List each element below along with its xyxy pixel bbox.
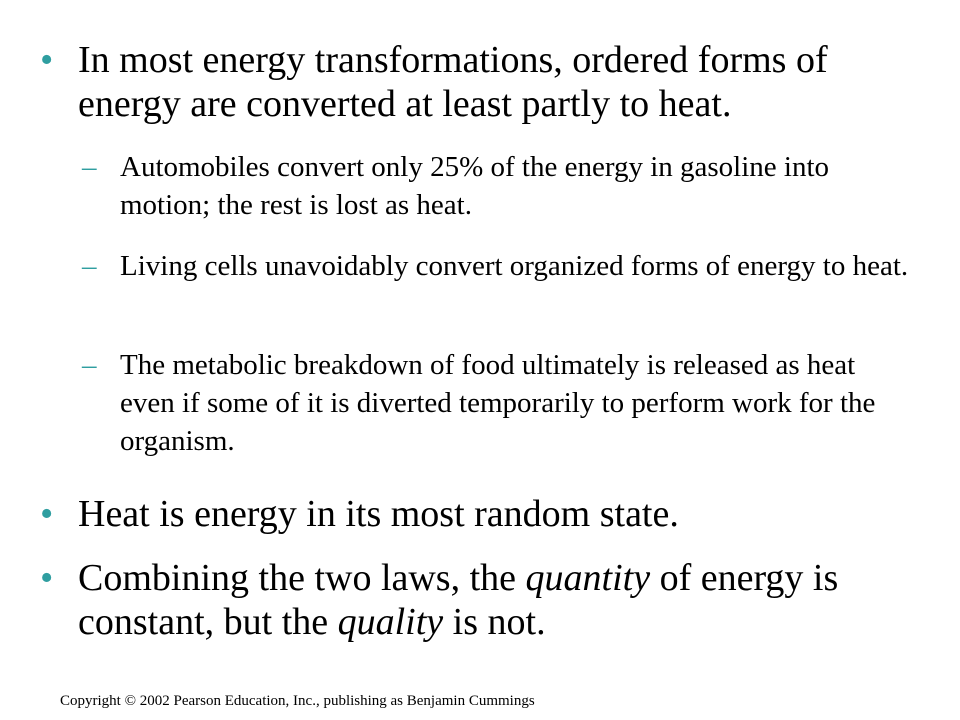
copyright-notice: Copyright © 2002 Pearson Education, Inc., publishing as Benjamin Cummings — [60, 693, 535, 709]
bullet-3-quality-word: quality — [337, 601, 444, 643]
bullet-2-row — [36, 492, 916, 536]
sub-bullet-2-text: Living cells unavoidably convert organized forms of energy to heat. — [120, 250, 909, 282]
bullet-3-text-a: Combining the two laws, the — [78, 557, 526, 599]
bullet-1-row — [36, 38, 916, 126]
bullet-dot-icon: • — [40, 557, 54, 599]
bullet-2 — [36, 492, 916, 536]
bullet-dot-icon: • — [40, 493, 54, 535]
bullet-3-text — [78, 557, 838, 643]
sub-bullet-2 — [36, 247, 916, 285]
sub-bullet-2-row — [36, 247, 916, 285]
sub-bullet-1 — [36, 148, 916, 224]
bullet-1-text: In most energy transformations, ordered forms of energy are converted at least partly to heat. — [78, 39, 828, 125]
sub-bullet-3-row — [36, 346, 916, 460]
bullet-1 — [36, 38, 916, 126]
bullet-3-text-c: of energy is constant, but the — [78, 557, 839, 643]
dash-icon: – — [82, 151, 97, 183]
dash-icon: – — [82, 349, 97, 381]
bullet-3-quantity-word: quantity — [525, 557, 651, 599]
sub-bullet-3-text: The metabolic breakdown of food ultimately is released as heat even if some of it is diverted temporarily to perform work for the organism. — [120, 349, 876, 457]
bullet-2-text: Heat is energy in its most random state. — [78, 493, 679, 535]
sub-bullet-1-row — [36, 148, 916, 224]
bullet-3 — [36, 556, 916, 644]
sub-bullet-3 — [36, 346, 916, 460]
bullet-dot-icon: • — [40, 39, 54, 81]
bullet-3-text-e: is not. — [443, 601, 546, 643]
bullet-3-row — [36, 556, 916, 644]
sub-bullet-1-text: Automobiles convert only 25% of the energy in gasoline into motion; the rest is lost as heat. — [120, 151, 830, 221]
dash-icon: – — [82, 250, 97, 282]
